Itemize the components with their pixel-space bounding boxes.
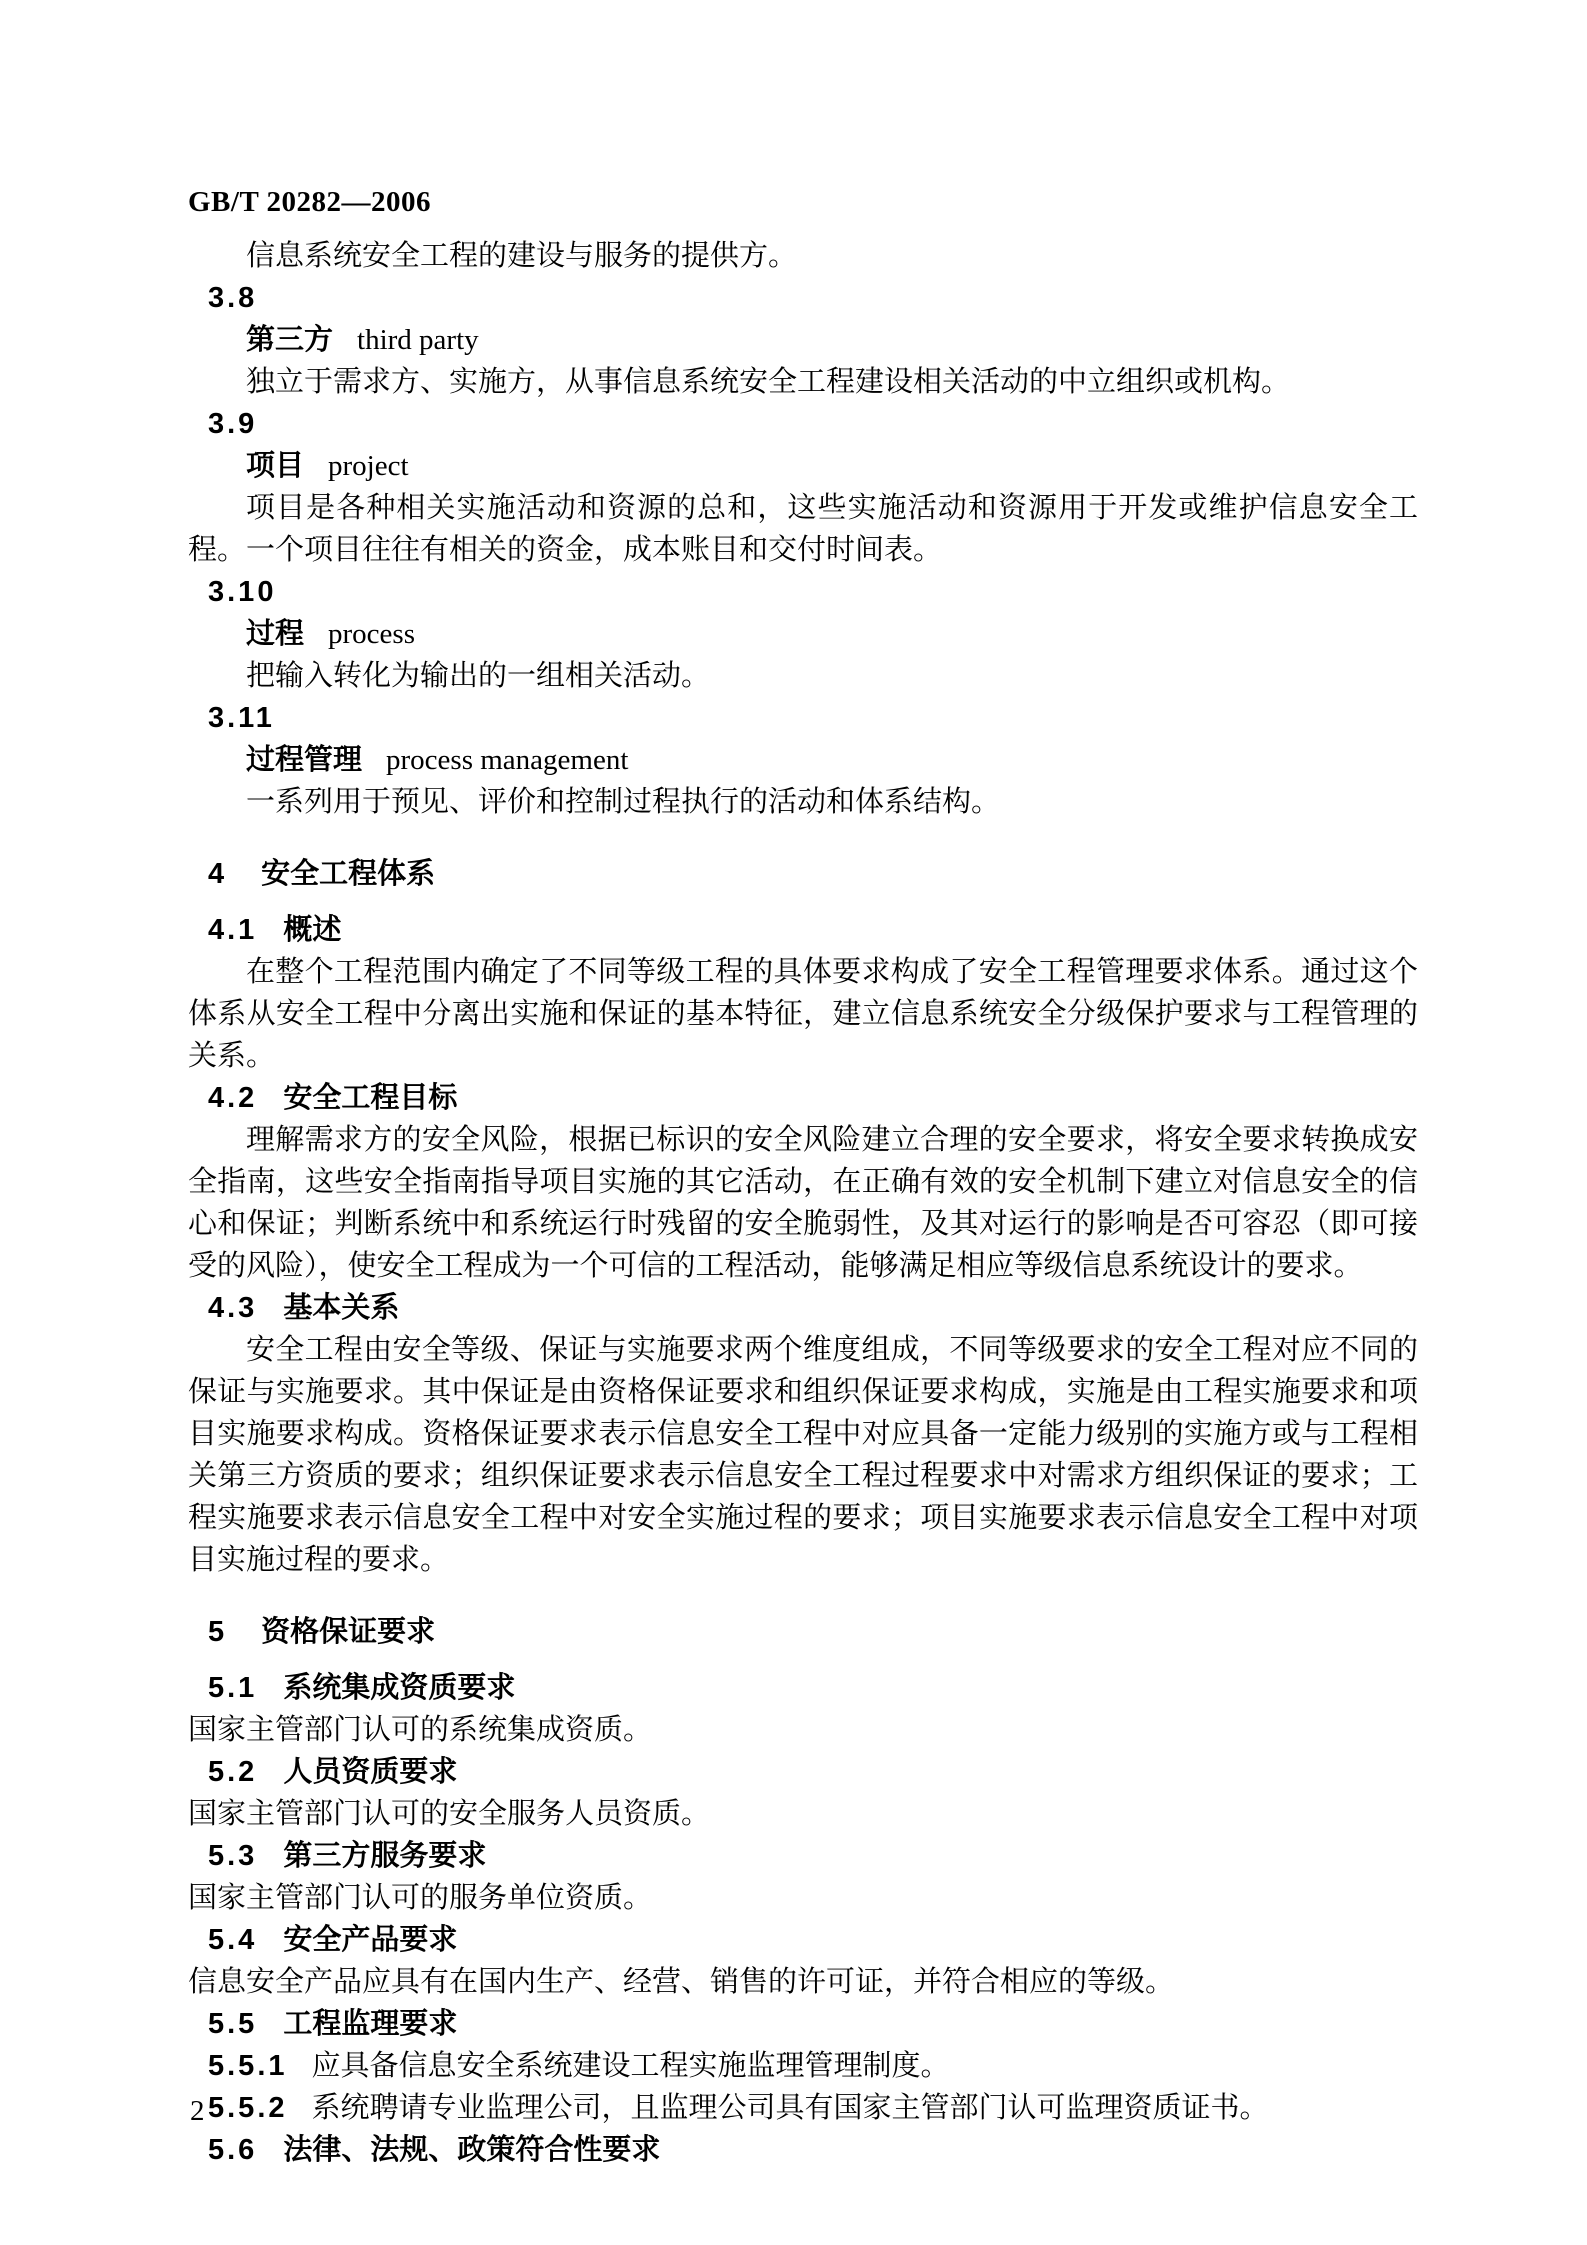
section-heading	[188, 2129, 1418, 2171]
term-title-zh: 过程管理	[246, 744, 363, 776]
section-heading	[188, 2003, 1418, 2045]
term-number: 3.9	[208, 408, 258, 440]
section-number: 5.6	[208, 2134, 258, 2166]
term-title-line	[188, 319, 1418, 361]
page-number: 2	[190, 2095, 205, 2127]
clause-title: 资格保证要求	[261, 1616, 436, 1648]
clause-number: 4	[208, 858, 228, 890]
section-number: 5.2	[208, 1756, 258, 1788]
running-header: GB/T 20282—2006	[188, 186, 432, 218]
page-content	[188, 181, 1418, 2171]
section-heading	[188, 1287, 1418, 1329]
section-number: 4.1	[208, 914, 258, 946]
subclause-number: 5.5.1	[208, 2050, 288, 2082]
section-body: 国家主管部门认可的服务单位资质。	[188, 1882, 653, 1914]
section-body: 理解需求方的安全风险，根据已标识的安全风险建立合理的安全要求，将安全要求转换成安全指南，这些安全指南指导项目实施的其它活动，在正确有效的安全机制下建立对信息安全的信心和保证；判断系统中和系统运行时残留的安全脆弱性，及其对运行的影响是否可容忍（即可接受的风险），使安全工程成为一个可信的工程活动，能够满足相应等级信息系统设计的要求。	[188, 1124, 1418, 1282]
section-title: 基本关系	[283, 1292, 400, 1324]
clause-heading	[188, 853, 1418, 895]
section-title: 工程监理要求	[283, 2008, 458, 2040]
term-entry	[188, 277, 1418, 403]
term-title-en: project	[328, 450, 409, 482]
term-number: 3.8	[208, 282, 258, 314]
section-title: 法律、法规、政策符合性要求	[283, 2134, 661, 2166]
subclause-text: 系统聘请专业监理公司，且监理公司具有国家主管部门认可监理资质证书。	[311, 2092, 1269, 2124]
subclause-text: 应具备信息安全系统建设工程实施监理管理制度。	[311, 2050, 950, 2082]
term-definition: 独立于需求方、实施方，从事信息系统安全工程建设相关活动的中立组织或机构。	[246, 366, 1291, 398]
term-definition: 项目是各种相关实施活动和资源的总和，这些实施活动和资源用于开发或维护信息安全工程。一个项目往往有相关的资金，成本账目和交付时间表。	[188, 492, 1418, 566]
clause-heading	[188, 1611, 1418, 1653]
term-entry	[188, 697, 1418, 823]
section-number: 5.3	[208, 1840, 258, 1872]
section-number: 4.2	[208, 1082, 258, 1114]
term-title-en: third party	[357, 324, 479, 356]
clause-title: 安全工程体系	[261, 858, 436, 890]
section-title: 系统集成资质要求	[283, 1672, 516, 1704]
clause-number: 5	[208, 1616, 228, 1648]
term-entry	[188, 571, 1418, 697]
section-heading	[188, 1835, 1418, 1877]
term-title-en: process	[328, 618, 415, 650]
term-entry	[188, 403, 1418, 571]
section-title: 概述	[283, 914, 342, 946]
section-body: 安全工程由安全等级、保证与实施要求两个维度组成，不同等级要求的安全工程对应不同的保证与实施要求。其中保证是由资格保证要求和组织保证要求构成，实施是由工程实施要求和项目实施要求构成。资格保证要求表示信息安全工程中对应具备一定能力级别的实施方或与工程相关第三方资质的要求；组织保证要求表示信息安全工程过程要求中对需求方组织保证的要求；工程实施要求表示信息安全工程中对安全实施过程的要求；项目实施要求表示信息安全工程中对项目实施过程的要求。	[188, 1334, 1418, 1576]
section-heading	[188, 909, 1418, 951]
term-title-line	[188, 613, 1418, 655]
term-definition: 一系列用于预见、评价和控制过程执行的活动和体系结构。	[246, 786, 1001, 818]
subclause-paragraph	[188, 2087, 1418, 2129]
section-number: 5.5	[208, 2008, 258, 2040]
section-body: 信息安全产品应具有在国内生产、经营、销售的许可证，并符合相应的等级。	[188, 1966, 1175, 1998]
section-body: 国家主管部门认可的系统集成资质。	[188, 1714, 653, 1746]
section-title: 第三方服务要求	[283, 1840, 487, 1872]
section-title: 安全工程目标	[283, 1082, 458, 1114]
section-heading	[188, 1751, 1418, 1793]
section-body: 在整个工程范围内确定了不同等级工程的具体要求构成了安全工程管理要求体系。通过这个体系从安全工程中分离出实施和保证的基本特征，建立信息系统安全分级保护要求与工程管理的关系。	[188, 956, 1418, 1072]
term-title-line	[188, 445, 1418, 487]
term-number: 3.10	[208, 576, 277, 608]
section-heading	[188, 1919, 1418, 1961]
term-title-line	[188, 739, 1418, 781]
subclause-paragraph	[188, 2045, 1418, 2087]
section-number: 5.1	[208, 1672, 258, 1704]
term-title-en: process management	[386, 744, 629, 776]
term-number: 3.11	[208, 702, 275, 734]
section-title: 人员资质要求	[283, 1756, 458, 1788]
section-heading	[188, 1077, 1418, 1119]
term-title-zh: 过程	[246, 618, 305, 650]
term-title-zh: 第三方	[246, 324, 334, 356]
section-title: 安全产品要求	[283, 1924, 458, 1956]
subclause-number: 5.5.2	[208, 2092, 288, 2124]
section-number: 4.3	[208, 1292, 258, 1324]
term-title-zh: 项目	[246, 450, 305, 482]
continuation-paragraph: 信息系统安全工程的建设与服务的提供方。	[246, 240, 798, 272]
section-heading	[188, 1667, 1418, 1709]
section-body: 国家主管部门认可的安全服务人员资质。	[188, 1798, 711, 1830]
term-definition: 把输入转化为输出的一组相关活动。	[246, 660, 711, 692]
section-number: 5.4	[208, 1924, 258, 1956]
